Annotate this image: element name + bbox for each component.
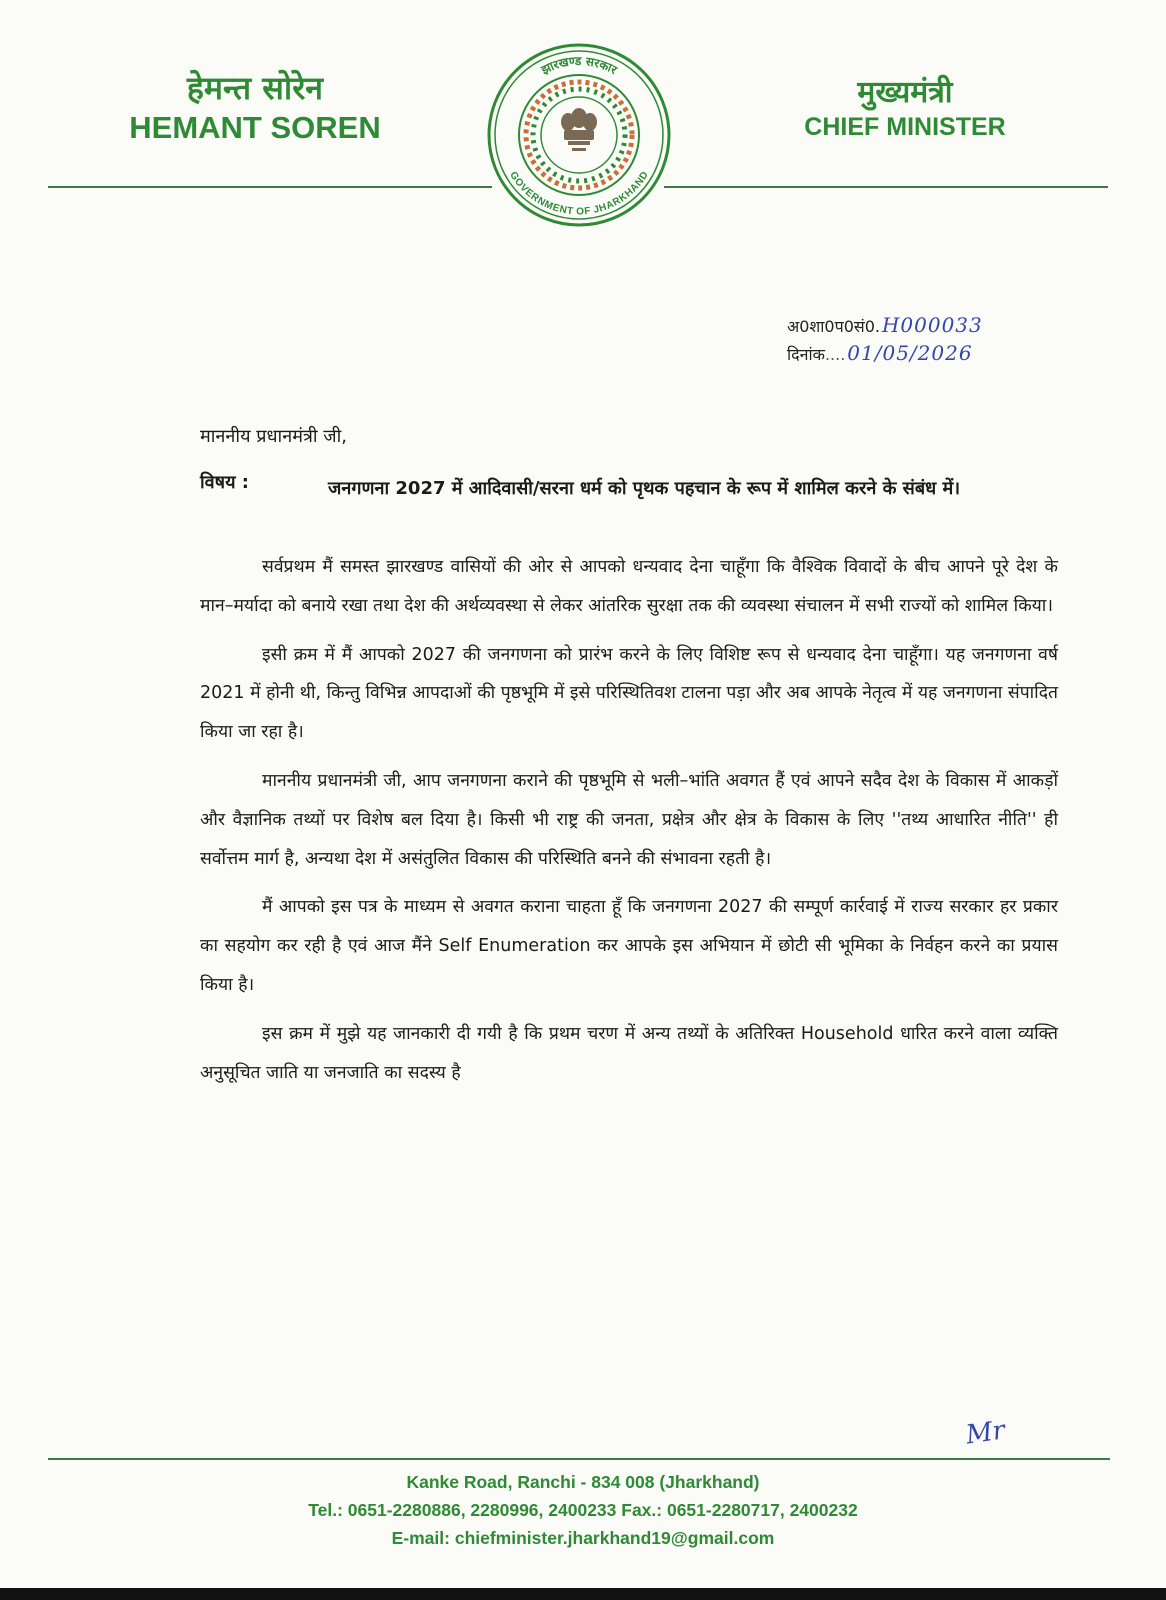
letterhead-name-hindi: हेमन्त सोरेन [186,69,324,107]
seal-top-text: झारखण्ड सरकार [539,53,620,78]
letterhead-designation-english: CHIEF MINISTER [804,113,1006,141]
reference-number-label: अ0शा0प0सं0. [787,317,880,336]
seal-bottom-text: GOVERNMENT OF JHARKHAND [507,169,651,218]
letter-body [200,548,1058,1102]
footer [0,1462,1166,1552]
reference-block [787,312,983,368]
subject-label: विषय : [200,472,249,493]
footer-address: Kanke Road, Ranchi - 834 008 (Jharkhand) [406,1472,760,1492]
salutation: माननीय प्रधानमंत्री जी, [200,426,348,447]
paragraph-1: सर्वप्रथम मैं समस्त झारखण्ड वासियों की ओर से आपको धन्यवाद देना चाहूँगा कि वैश्विक विवादों के बीच आपने पूरे देश के मान–मर्यादा को बनाये रखा तथा देश की अर्थव्यवस्था से लेकर आंतरिक सुरक्षा तक की व्यवस्था संचालन में सभी राज्यों को शामिल किया। [200,557,1058,616]
paragraph-4: मैं आपको इस पत्र के माध्यम से अवगत कराना चाहता हूँ कि जनगणना 2027 की सम्पूर्ण कार्रवाई में राज्य सरकार हर प्रकार का सहयोग कर रही है एवं आज मैंने Self Enumeration कर आपके इस अभियान में छोटी सी भूमिका के निर्वहन करने का प्रयास किया है। [200,897,1058,995]
footer-divider [48,1458,1110,1460]
paragraph-5: इस क्रम में मुझे यह जानकारी दी गयी है कि प्रथम चरण में अन्य तथ्यों के अतिरिक्त Household धारित करने वाला व्यक्ति अनुसूचित जाति या जनजाति का सदस्य है [200,1023,1058,1083]
footer-email: E-mail: chiefminister.jharkhand19@gmail.com [391,1528,775,1548]
reference-number-value: H000033 [881,313,983,337]
reference-date-dots: .... [824,345,846,364]
reference-date-label: दिनांक [787,345,825,364]
signature-initials: Mr [964,1415,1007,1451]
paragraph-2: इसी क्रम में मैं आपको 2027 की जनगणना को प्रारंभ करने के लिए विशिष्ट रूप से धन्यवाद देना चाहूँगा। यह जनगणना वर्ष 2021 में होनी थी, किन्तु विभिन्न आपदाओं की पृष्ठभूमि में इसे परिस्थितिवश टालना पड़ा और अब आपके नेतृत्व में यह जनगणना संपादित किया जा रहा है। [200,644,1058,743]
header-divider-left [48,186,492,188]
subject-text: जनगणना 2027 में आदिवासी/सरना धर्म को पृथक पहचान के रूप में शामिल करने के संबंध में। [328,478,961,499]
letterhead-designation-hindi: मुख्यमंत्री [857,75,953,110]
reference-date-value: 01/05/2026 [847,341,973,365]
scan-edge [0,1588,1166,1600]
letterhead-name-english: HEMANT SOREN [129,110,381,145]
paragraph-3: माननीय प्रधानमंत्री जी, आप जनगणना कराने की पृष्ठभूमि से भली–भांति अवगत हैं एवं आपने सदैव देश के विकास में आकड़ों और वैज्ञानिक तथ्यों पर विशेष बल दिया है। किसी भी राष्ट्र की जनता, प्रक्षेत्र और क्षेत्र के विकास के लिए ''तथ्य आधारित नीति'' ही सर्वोत्तम मार्ग है, अन्यथा देश में असंतुलित विकास की परिस्थिति बनने की संभावना रहती है। [200,770,1058,869]
header-divider-right [664,186,1108,188]
footer-phones: Tel.: 0651-2280886, 2280996, 2400233 Fax.: 0651-2280717, 2400232 [308,1500,858,1520]
government-seal-icon [484,40,674,230]
